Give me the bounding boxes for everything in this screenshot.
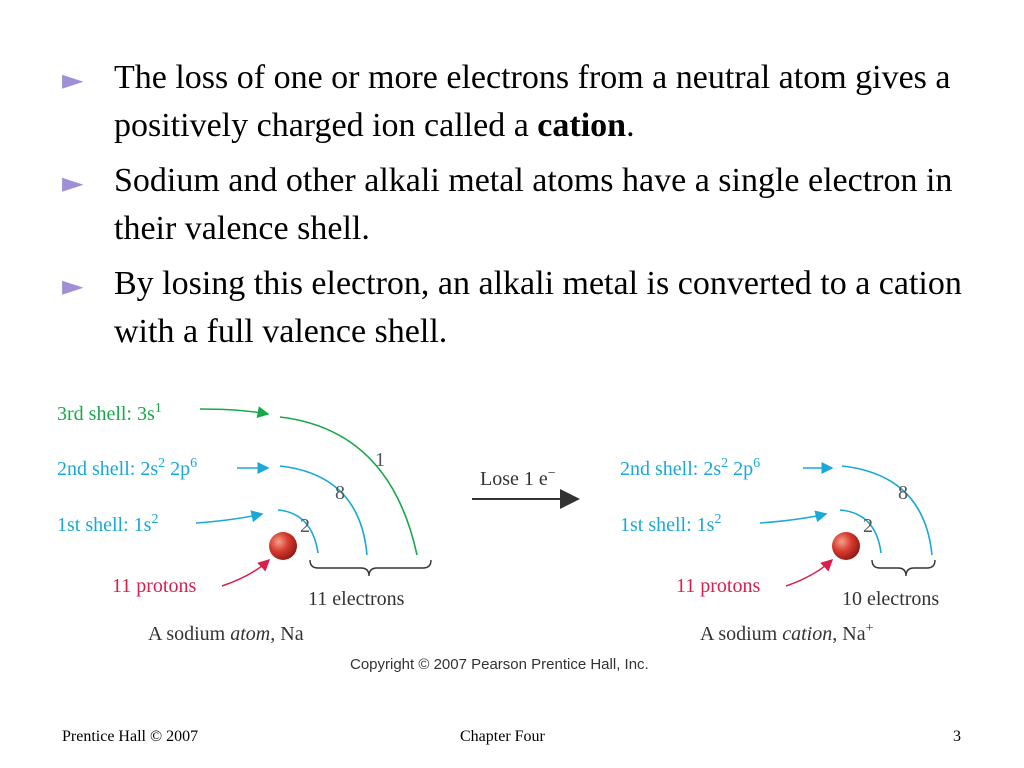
footer-chapter: Chapter Four	[460, 728, 545, 745]
copyright-notice: Copyright © 2007 Pearson Prentice Hall, Inc.	[350, 656, 649, 673]
cation-nucleus	[832, 532, 860, 560]
ionization-arrow	[472, 466, 578, 499]
shell3-electron-count: 1	[375, 449, 385, 471]
bullet-arrow-icon: ►	[62, 63, 84, 96]
shell2-electron-count: 8	[335, 482, 345, 504]
bullet-text: Sodium and other alkali metal atoms have a single electron in their valence shell.	[114, 162, 953, 247]
cation-shell2-electron-count: 8	[898, 482, 908, 504]
shell3-pointer-arrow	[200, 409, 268, 414]
cation-shell1-pointer-arrow	[760, 514, 826, 523]
bullet-item	[62, 54, 962, 150]
cation-protons-label: 11 protons	[676, 575, 761, 597]
bullet-text: The loss of one or more electrons from a neutral atom gives a positively charged ion called a	[114, 59, 951, 144]
protons-label: 11 protons	[112, 575, 197, 597]
bullet-text: By losing this electron, an alkali metal is converted to a cation with a full valence shell.	[114, 265, 962, 350]
cation-protons-pointer-arrow	[786, 560, 832, 586]
cation-shell2-label: 2nd shell: $2s^2$ $2p^6$	[620, 456, 761, 480]
atom-caption: A sodium atom, Na	[148, 623, 304, 645]
protons-pointer-arrow	[222, 560, 269, 586]
footer-left: Prentice Hall © 2007	[62, 728, 199, 745]
shell2-label: 2nd shell: $2s^2$ $2p^6$	[57, 456, 198, 480]
nucleus	[269, 532, 297, 560]
shell1-electron-count: 2	[300, 515, 310, 537]
electron-total-label: 11 electrons	[308, 588, 405, 610]
shell1-label: 1st shell: $1s^2$	[57, 512, 159, 536]
cation-electron-brace	[872, 560, 935, 576]
bullet-list	[62, 54, 962, 363]
electron-brace	[310, 560, 431, 576]
bullet-arrow-icon: ►	[62, 166, 84, 199]
shell3-label: 3rd shell: $3s^1$	[57, 401, 162, 425]
sodium-cation-diagram	[620, 456, 939, 645]
bullet-item	[62, 260, 962, 356]
lose-electron-label: Lose 1 e−	[480, 466, 556, 490]
cation-caption: A sodium cation, Na+	[700, 621, 874, 645]
bullet-bold-term: cation	[537, 107, 627, 144]
sodium-ion-diagram	[0, 380, 1024, 660]
bullet-arrow-icon: ►	[62, 269, 84, 302]
footer-page-number: 3	[953, 728, 961, 745]
cation-electron-total-label: 10 electrons	[842, 588, 940, 610]
cation-shell1-label: 1st shell: $1s^2$	[620, 512, 722, 536]
shell1-pointer-arrow	[196, 514, 262, 523]
bullet-item	[62, 157, 962, 253]
bullet-punct: .	[626, 107, 635, 144]
cation-shell1-electron-count: 2	[863, 515, 873, 537]
sodium-atom-diagram	[57, 401, 431, 645]
